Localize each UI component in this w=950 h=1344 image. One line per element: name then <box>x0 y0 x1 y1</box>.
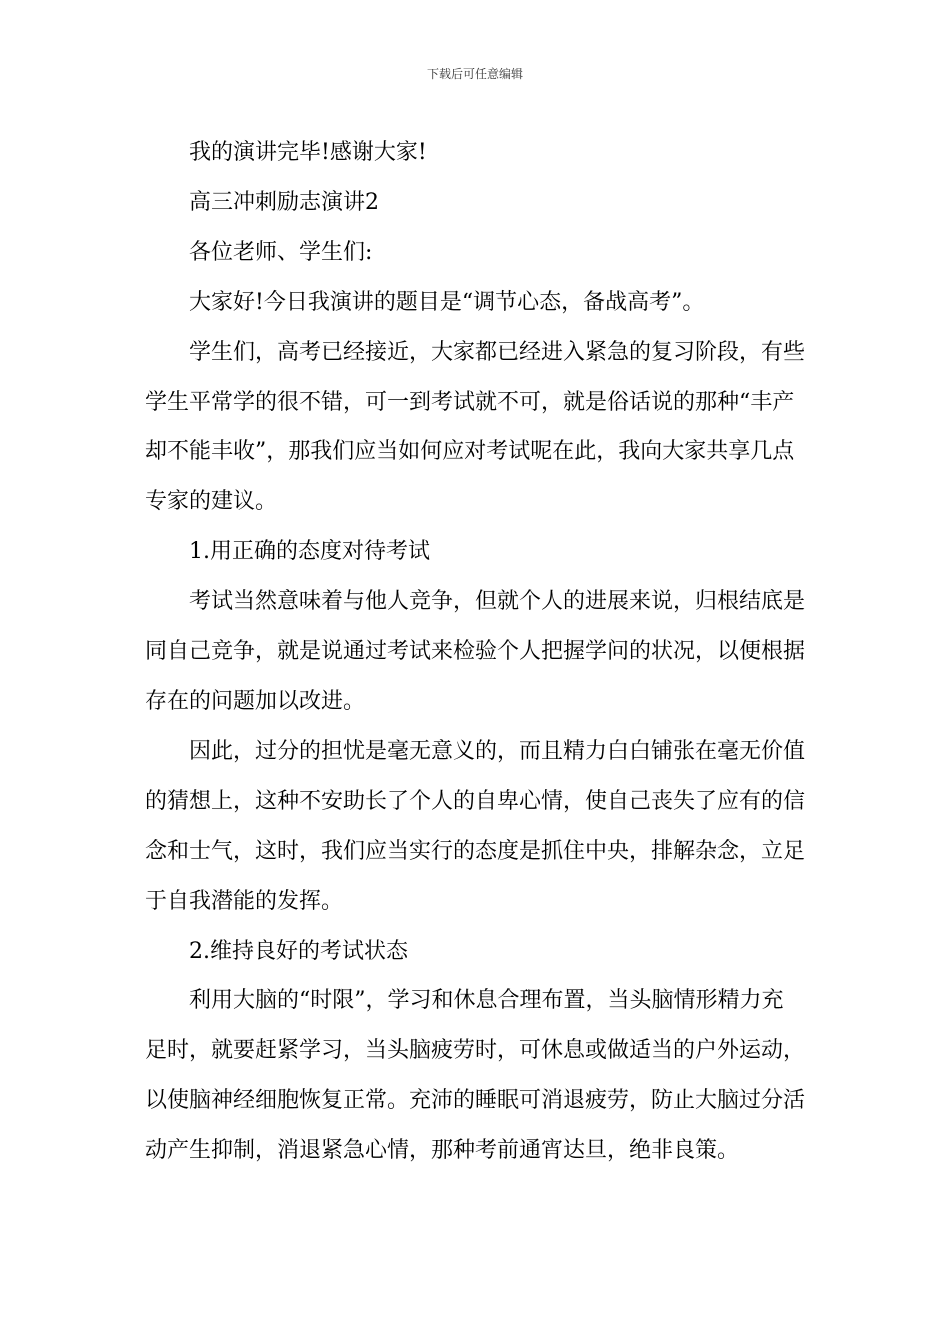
body-paragraph: 考试当然意味着与他人竞争，但就个人的进展来说，归根结底是同自己竞争，就是说通过考试来检验个人把握学问的状况，以便根据存在的问题加以改进。 <box>145 589 806 714</box>
section-title: 高三冲刺励志演讲2 <box>189 189 379 215</box>
point-heading-1: 1.用正确的态度对待考试 <box>189 539 430 565</box>
document-body <box>145 128 805 1176</box>
greeting-paragraph: 大家好!今日我演讲的题目是“调节心态，备战高考”。 <box>189 289 705 315</box>
body-paragraph: 利用大脑的“时限”，学习和休息合理布置，当头脑情形精力充足时，就要赶紧学习，当头脑疲劳时，可休息或做适当的户外运动，以使脑神经细胞恢复正常。充沛的睡眠可消退疲劳，防止大脑过分活动产生抑制，消退紧急心情，那种考前通宵达旦，绝非良策。 <box>145 988 806 1164</box>
body-paragraph: 因此，过分的担忧是毫无意义的，而且精力白白铺张在毫无价值的猜想上，这种不安助长了个人的自卑心情，使自己丧失了应有的信念和士气，这时，我们应当实行的态度是抓住中央，排解杂念，立足于自我潜能的发挥。 <box>145 738 806 914</box>
page-header: 下载后可任意编辑 <box>426 67 523 81</box>
point-heading-2: 2.维持良好的考试状态 <box>189 938 408 964</box>
body-paragraph: 学生们，高考已经接近，大家都已经进入紧急的复习阶段，有些学生平常学的很不错，可一到考试就不可，就是俗话说的那种“丰产却不能丰收”，那我们应当如何应对考试呢在此，我向大家共享几点专家的建议。 <box>145 339 806 515</box>
salutation: 各位老师、学生们: <box>189 239 373 265</box>
closing-line: 我的演讲完毕!感谢大家! <box>189 140 427 165</box>
